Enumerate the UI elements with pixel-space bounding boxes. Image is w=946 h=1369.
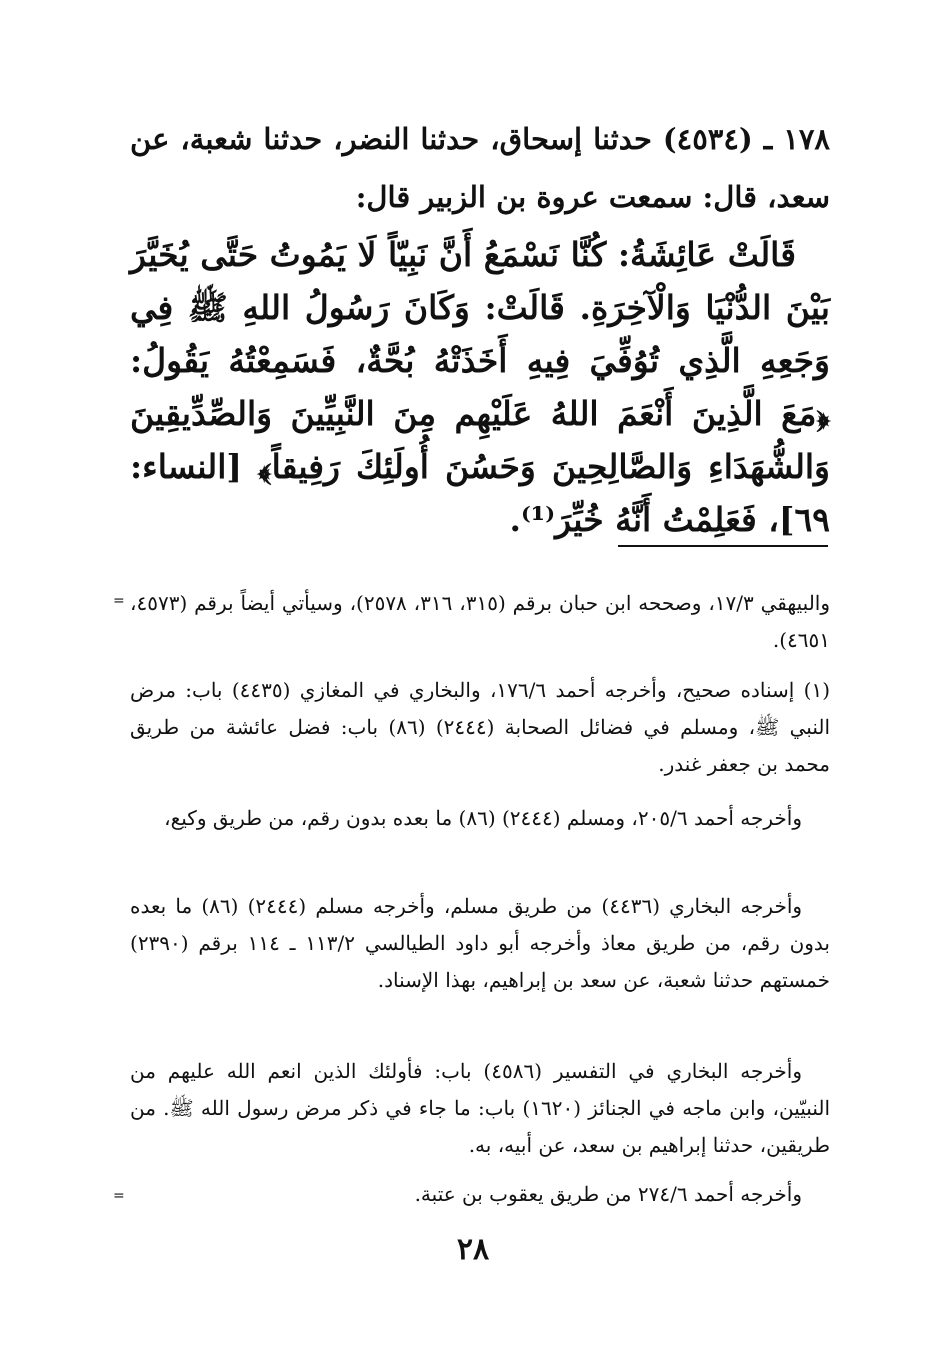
page-number: ٢٨: [456, 1232, 490, 1267]
footnote-paragraph: وأخرجه البخاري في التفسير (٤٥٨٦) باب: فأولئك الذين انعم الله عليهم من النبيّين، وابن ماجه في الجنائز (١٦٢٠) باب: ما جاء في ذكر مرض رسول الله ﷺ. من طريقين، حدثنا إبراهيم بن سعد، عن أبيه، به.: [130, 1059, 831, 1157]
footnote-continued-mark: =: [113, 593, 125, 609]
hadith-text: قَالَتْ عَائِشَةُ: كُنَّا نَسْمَعُ أَنَّ نَبِيّاً لَا يَمُوتُ حَتَّى يُخَيَّرَ بَيْنَ الدُّنْيَا وَالْآخِرَةِ. قَالَتْ: وَكَانَ رَسُولُ اللهِ ﷺ فِي وَجَعِهِ الَّذِي تُوُفِّيَ فِيهِ أَخَذَتْهُ بُحَّةٌ، فَسَمِعْتُهُ يَقُولُ: ﴿مَعَ الَّذِينَ أَنْعَمَ اللهُ عَلَيْهِم مِنَ النَّبِيِّينَ وَالصِّدِّيقِينَ وَالشُّهَدَاءِ وَالصَّالِحِينَ وَحَسُنَ أُولَئِكَ رَفِيقاً﴾ [النساء: ٦٩]، فَعَلِمْتُ أَنَّهُ خُيِّرَ⁽¹⁾.: [130, 235, 830, 539]
footnote-continued: والبيهقي ١٧/٣، وصححه ابن حبان برقم (٣١٥، ٣١٦، ٢٥٧٨)، وسيأتي أيضاً برقم (٤٥٧٣، ٤٦٥١).: [130, 591, 831, 652]
footnote-paragraph: وأخرجه أحمد ٢٧٤/٦ من طريق يعقوب بن عتبة.: [414, 1182, 802, 1206]
footnote-paragraph: وأخرجه أحمد ٢٠٥/٦، ومسلم (٢٤٤٤) (٨٦) ما بعده بدون رقم، من طريق وكيع،: [164, 806, 802, 830]
footnote-1: (١) إسناده صحيح، وأخرجه أحمد ١٧٦/٦، والبخاري في المغازي (٤٤٣٥) باب: مرض النبي ﷺ، ومسلم في فضائل الصحابة (٢٤٤٤) (٨٦) باب: فضل عائشة من طريق محمد بن جعفر غندر.: [130, 678, 831, 776]
footnote-separator: [618, 545, 828, 547]
hadith-header: ١٧٨ ـ (٤٥٣٤) حدثنا إسحاق، حدثنا النضر، حدثنا شعبة، عن سعد، قال: سمعت عروة بن الزبير قال:: [130, 122, 830, 214]
footnote-paragraph: وأخرجه البخاري (٤٤٣٦) من طريق مسلم، وأخرجه مسلم (٢٤٤٤) (٨٦) ما بعده بدون رقم، من طريق معاذ وأخرجه أبو داود الطيالسي ١١٣/٢ ـ ١١٤ برقم (٢٣٩٠) خمستهم حدثنا شعبة، عن سعد بن إبراهيم، بهذا الإسناد.: [130, 894, 830, 992]
footnote-continues-mark: =: [113, 1188, 125, 1204]
